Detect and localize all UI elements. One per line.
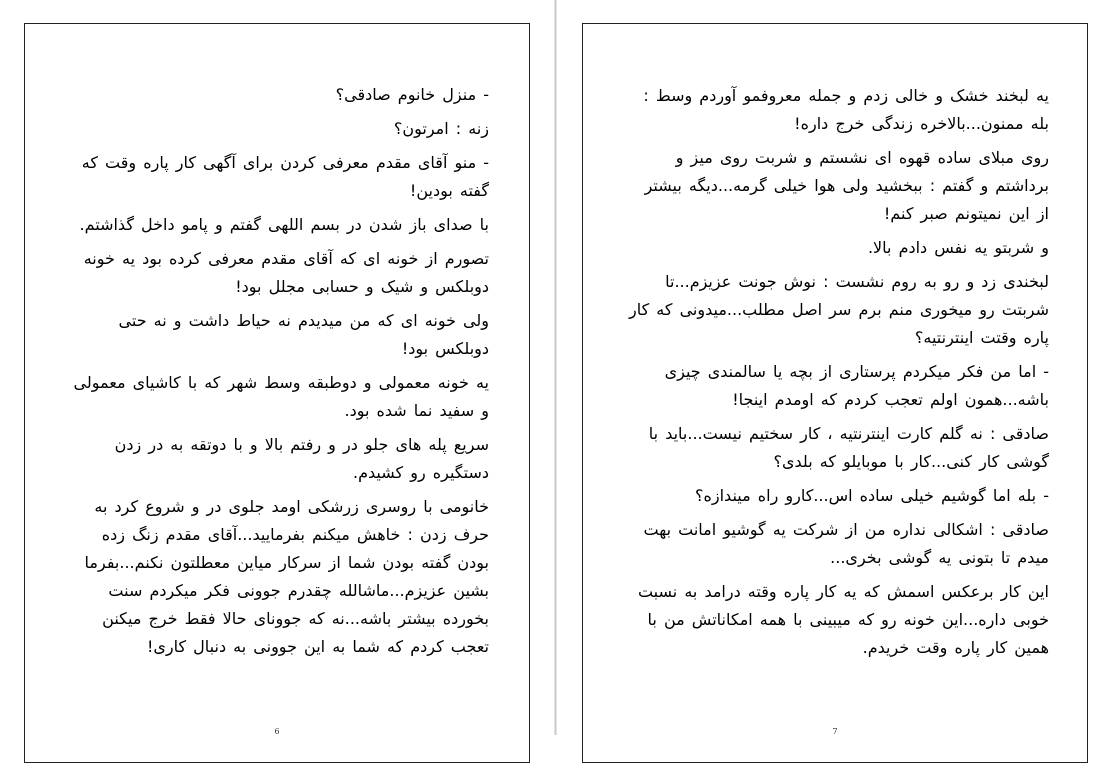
paragraph: زنه : امرتون؟: [393, 119, 489, 138]
right-page-text: [627, 82, 1049, 668]
paragraph: ولی خونه ای که من میدیدم نه حیاط داشت و نه حتی دوبلکس بود!: [118, 311, 489, 358]
paragraph: یه خونه معمولی و دوطبقه وسط شهر که با کاشیای معمولی و سفید نما شده بود.: [73, 373, 489, 420]
paragraph: - بله اما گوشیم خیلی ساده اس...کارو راه میندازه؟: [695, 486, 1049, 505]
paragraph: خانومی با روسری زرشکی اومد جلوی در و شروع کرد به حرف زدن : خاهش میکنم بفرمایید...آقای مقدم زنگ زده بودن گفته بودن شما از سرکار میاین معطلتون نکنم...بفرما بشین عزیزم...ماشالله چقدرم جوونی فکر میکردم سنت بخورده بیشتر باشه...نه که جوونای حالا فقط خرج میکنن تعجب کردم که شما به این جوونی به دنبال کاری!: [84, 497, 489, 656]
left-page-text: [69, 81, 489, 667]
paragraph: سریع پله های جلو در و رفتم بالا و با دوتقه به در زدن دستگیره رو کشیدم.: [114, 435, 489, 482]
paragraph: صادقی : نه گلم کارت اینترنتیه ، کار سختیم نیست...باید با گوشی کار کنی...کار با موبایلو که بلدی؟: [648, 424, 1049, 471]
paragraph: روی مبلای ساده قهوه ای نشستم و شربت روی میز و برداشتم و گفتم : ببخشید ولی هوا خیلی گرمه...دیگه بیشتر از این نمیتونم صبر کنم!: [644, 148, 1049, 223]
paragraph: با صدای باز شدن در بسم اللهی گفتم و پامو داخل گذاشتم.: [79, 215, 489, 234]
paragraph: و شربتو یه نفس دادم بالا.: [867, 238, 1049, 257]
paragraph: صادقی : اشکالی نداره من از شرکت یه گوشیو امانت بهت میدم تا بتونی یه گوشی بخری...: [643, 520, 1049, 567]
paragraph: لبخندی زد و رو به روم نشست : نوش جونت عزیزم...تا شربتت رو میخوری منم برم سر اصل مطلب...میدونی که کار پاره وقتت اینترنتیه؟: [629, 272, 1049, 347]
paragraph: - منو آقای مقدم معرفی کردن برای آگهی کار پاره وقت که گفته بودین!: [81, 153, 489, 200]
paragraph: این کار برعکس اسمش که یه کار پاره وقته درامد به نسبت خوبی داره...این خونه رو که میبینی با همه امکاناتش من با همین کار پاره وقت خریدم.: [637, 582, 1049, 657]
left-page: [24, 23, 530, 763]
paragraph: یه لبخند خشک و خالی زدم و جمله معروفمو آوردم وسط : بله ممنون...بالاخره زندگی خرج داره!: [643, 86, 1049, 133]
paragraph: - اما من فکر میکردم پرستاری از بچه یا سالمندی چیزی باشه...همون اولم تعجب کردم که اومدم اینجا!: [664, 362, 1049, 409]
paragraph: تصورم از خونه ای که آقای مقدم معرفی کرده بود یه خونه دوبلکس و شیک و حسابی مجلل بود!: [83, 249, 489, 296]
paragraph: - منزل خانوم صادقی؟: [335, 85, 489, 104]
page-number: 6: [274, 727, 280, 736]
right-page: [582, 23, 1088, 763]
spread-gutter: [554, 0, 557, 735]
page-number: 7: [832, 727, 838, 736]
